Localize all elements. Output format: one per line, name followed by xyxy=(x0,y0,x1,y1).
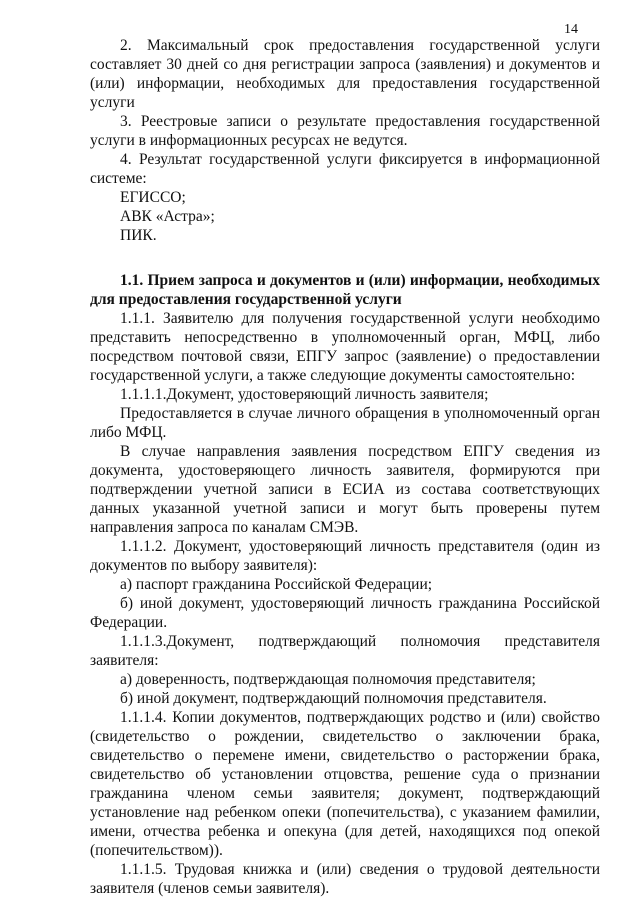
paragraph-other-identity-document: б) иной документ, удостоверяющий личность гражданина Российской Федерации. xyxy=(90,595,600,631)
paragraph-1-1-1-3: 1.1.1.3.Документ, подтверждающий полномочия представителя заявителя: xyxy=(90,633,600,669)
system-item-avk-astra: АВК «Астра»; xyxy=(120,208,215,225)
paragraph-3: 3. Реестровые записи о результате предоставления государственной услуги в информационных ресурсах не ведутся. xyxy=(90,113,600,149)
paragraph-provided: Предоставляется в случае личного обращения в уполномоченный орган либо МФЦ. xyxy=(90,405,600,441)
paragraph-power-of-attorney: а) доверенность, подтверждающая полномочия представителя; xyxy=(120,671,536,688)
page-number: 14 xyxy=(564,22,578,37)
paragraph-1-1-1-4: 1.1.1.4. Копии документов, подтверждающих родство и (или) свойство (свидетельство о рождении, свидетельство о заключении брака, свидетельство о перемене имени, свидетельство о расторжении брака, свидетельство об установлении отцовства, решение суда о признании гражданина членом семьи заявителя; документ, подтверждающий установление над ребенком опеки (попечительства), с указанием фамилии, имени, отчества ребенка и опекуна (для детей, находящихся под опекой (попечительством)). xyxy=(90,709,600,859)
paragraph-epgu: В случае направления заявления посредством ЕПГУ сведения из документа, удостоверяющего личность заявителя, формируются при подтверждении учетной записи в ЕСИА из состава соответствующих данных указанной учетной записи и могут быть проверены путем направления запроса по каналам СМЭВ. xyxy=(90,443,600,536)
section-heading-1-1: 1.1. Прием запроса и документов и (или) информации, необходимых для предоставления государственной услуги xyxy=(90,272,600,308)
document-body xyxy=(90,36,600,898)
paragraph-passport: а) паспорт гражданина Российской Федерации; xyxy=(120,576,433,593)
information-systems-list xyxy=(90,188,600,245)
paragraph-1-1-1-1: 1.1.1.1.Документ, удостоверяющий личность заявителя; xyxy=(120,386,489,403)
system-item-pik: ПИК. xyxy=(120,227,157,244)
paragraph-1-1-1: 1.1.1. Заявителю для получения государственной услуги необходимо представить непосредственно в уполномоченный орган, МФЦ, либо посредством почтовой связи, ЕПГУ запрос (заявление) о предоставлении государственной услуги, а также следующие документы самостоятельно: xyxy=(90,310,600,384)
paragraph-4: 4. Результат государственной услуги фиксируется в информационной системе: xyxy=(90,151,600,187)
paragraph-1-1-1-2: 1.1.1.2. Документ, удостоверяющий личность представителя (один из документов по выбору заявителя): xyxy=(90,538,600,574)
paragraph-other-authority-document: б) иной документ, подтверждающий полномочия представителя. xyxy=(120,690,547,707)
paragraph-2: 2. Максимальный срок предоставления государственной услуги составляет 30 дней со дня регистрации запроса (заявления) и документов и (или) информации, необходимых для предоставления государственной услуги xyxy=(90,37,600,111)
system-item-egisso: ЕГИССО; xyxy=(120,189,186,206)
paragraph-1-1-1-5: 1.1.1.5. Трудовая книжка и (или) сведения о трудовой деятельности заявителя (членов семьи заявителя). xyxy=(90,861,600,897)
